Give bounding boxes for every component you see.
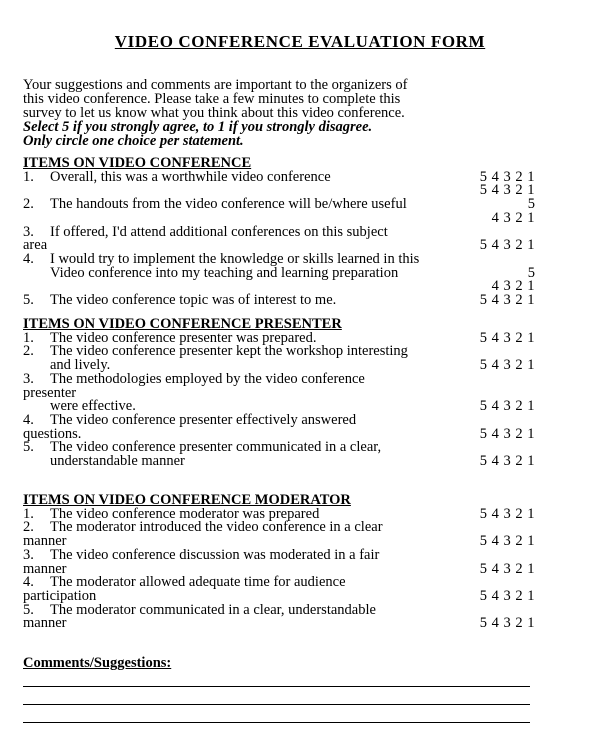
- question-number: 1.: [23, 329, 34, 346]
- question-item: [23, 576, 543, 603]
- question-text: The video conference presenter effectively answered: [50, 411, 357, 428]
- section-moderator: [23, 494, 543, 631]
- rating-scale[interactable]: 5 4 3 2 1: [479, 453, 535, 470]
- question-text: The video conference topic was of interest to me.: [50, 292, 337, 309]
- question-item: [23, 250, 543, 295]
- question-text: The video conference discussion was moderated in a fair: [50, 546, 380, 563]
- question-number: 1.: [23, 168, 34, 185]
- question-text: manner: [23, 533, 67, 550]
- comment-line[interactable]: [23, 704, 530, 705]
- section-presenter: [23, 318, 543, 469]
- question-number: 2.: [23, 519, 34, 536]
- section-video-conference: [23, 157, 543, 308]
- question-text: If offered, I'd attend additional conferences on this subject: [50, 223, 388, 240]
- rating-scale[interactable]: 5 4 3 2 1: [479, 505, 535, 522]
- question-text: presenter: [23, 384, 77, 401]
- question-text: were effective.: [50, 398, 136, 415]
- question-text: The moderator introduced the video conference in a clear: [50, 519, 383, 536]
- question-text: The moderator allowed adequate time for audience: [50, 574, 346, 591]
- comments-label: Comments/Suggestions:: [23, 655, 172, 671]
- question-number: 4.: [23, 250, 34, 267]
- question-number: 5.: [23, 601, 34, 618]
- question-text: The video conference presenter was prepared.: [50, 329, 317, 346]
- rating-scale[interactable]: 5 4 3 2 1: [479, 237, 535, 254]
- question-number: 2.: [23, 343, 34, 360]
- section-heading: ITEMS ON VIDEO CONFERENCE PRESENTER: [23, 316, 342, 332]
- question-text: I would try to implement the knowledge or skills learned in this: [50, 250, 420, 267]
- rating-scale-start[interactable]: 5: [527, 264, 535, 281]
- question-text-cont: [23, 264, 543, 281]
- question-text: manner: [23, 615, 67, 632]
- rating-scale[interactable]: 5 4 3 2 1: [479, 425, 535, 442]
- rating-scale-start[interactable]: 5: [527, 196, 535, 213]
- question-text: and lively.: [50, 357, 111, 374]
- question-item: [23, 223, 543, 254]
- question-text: The moderator communicated in a clear, understandable: [50, 601, 376, 618]
- question-number: 4.: [23, 411, 34, 428]
- rating-scale-rest[interactable]: 4 3 2 1: [491, 209, 535, 226]
- rating-scale[interactable]: 5 4 3 2 1: [479, 182, 535, 199]
- question-text: The video conference presenter kept the workshop interesting: [50, 343, 408, 360]
- rating-scale[interactable]: 5 4 3 2 1: [479, 292, 535, 309]
- rating-scale[interactable]: 5 4 3 2 1: [479, 329, 535, 346]
- question-text: understandable manner: [50, 453, 185, 470]
- rating-scale[interactable]: 5 4 3 2 1: [479, 533, 535, 550]
- rating-instruction: Select 5 if you strongly agree, to 1 if you strongly disagree.: [23, 119, 373, 135]
- question-number: 5.: [23, 292, 34, 309]
- question-item: [23, 546, 543, 577]
- question-item: [23, 411, 543, 442]
- question-text: questions.: [23, 425, 82, 442]
- question-text: manner: [23, 560, 67, 577]
- form-title: VIDEO CONFERENCE EVALUATION FORM: [114, 32, 486, 51]
- intro-block: [23, 78, 543, 148]
- circle-instruction: Only circle one choice per statement.: [23, 133, 244, 149]
- section-heading: ITEMS ON VIDEO CONFERENCE: [23, 155, 252, 171]
- question-number: 4.: [23, 574, 34, 591]
- question-number: 3.: [23, 223, 34, 240]
- question-text: The handouts from the video conference will be/where useful: [50, 196, 407, 213]
- question-number: 1.: [23, 505, 34, 522]
- question-item: [23, 521, 543, 548]
- question-number: 2.: [23, 196, 34, 213]
- question-item: [23, 441, 543, 468]
- question-text-cont: [23, 617, 543, 631]
- intro-line: this video conference. Please take a few minutes to complete this: [23, 91, 401, 107]
- question-text: The methodologies employed by the video conference: [50, 370, 365, 387]
- rating-scale[interactable]: 5 4 3 2 1: [479, 560, 535, 577]
- question-number: 5.: [23, 439, 34, 456]
- question-item: [23, 601, 543, 632]
- question-text: Video conference into my teaching and learning preparation: [50, 264, 399, 281]
- question-item: [23, 294, 543, 308]
- section-heading: ITEMS ON VIDEO CONFERENCE MODERATOR: [23, 492, 351, 508]
- question-item: [23, 198, 543, 225]
- question-text: area: [23, 237, 48, 254]
- question-text: The video conference moderator was prepared: [50, 505, 320, 522]
- question-number: 3.: [23, 370, 34, 387]
- rating-scale[interactable]: 5 4 3 2 1: [479, 615, 535, 632]
- rating-scale-rest[interactable]: 4 3 2 1: [491, 278, 535, 295]
- rating-scale[interactable]: 5 4 3 2 1: [479, 587, 535, 604]
- comment-line[interactable]: [23, 686, 530, 687]
- question-text: participation: [23, 587, 97, 604]
- question-text: The video conference presenter communicated in a clear,: [50, 439, 382, 456]
- question-text-cont: [23, 455, 543, 469]
- rating-scale[interactable]: 5 4 3 2 1: [479, 357, 535, 374]
- comment-line[interactable]: [23, 722, 530, 723]
- question-item: [23, 370, 543, 415]
- intro-line: Your suggestions and comments are important to the organizers of: [23, 77, 408, 93]
- rating-scale[interactable]: 5 4 3 2 1: [479, 168, 535, 185]
- question-text: Overall, this was a worthwhile video conference: [50, 168, 331, 185]
- question-item: [23, 168, 543, 199]
- question-number: 3.: [23, 546, 34, 563]
- question-item: [23, 345, 543, 372]
- rating-scale[interactable]: 5 4 3 2 1: [479, 398, 535, 415]
- intro-line: survey to let us know what you think about this video conference.: [23, 105, 405, 121]
